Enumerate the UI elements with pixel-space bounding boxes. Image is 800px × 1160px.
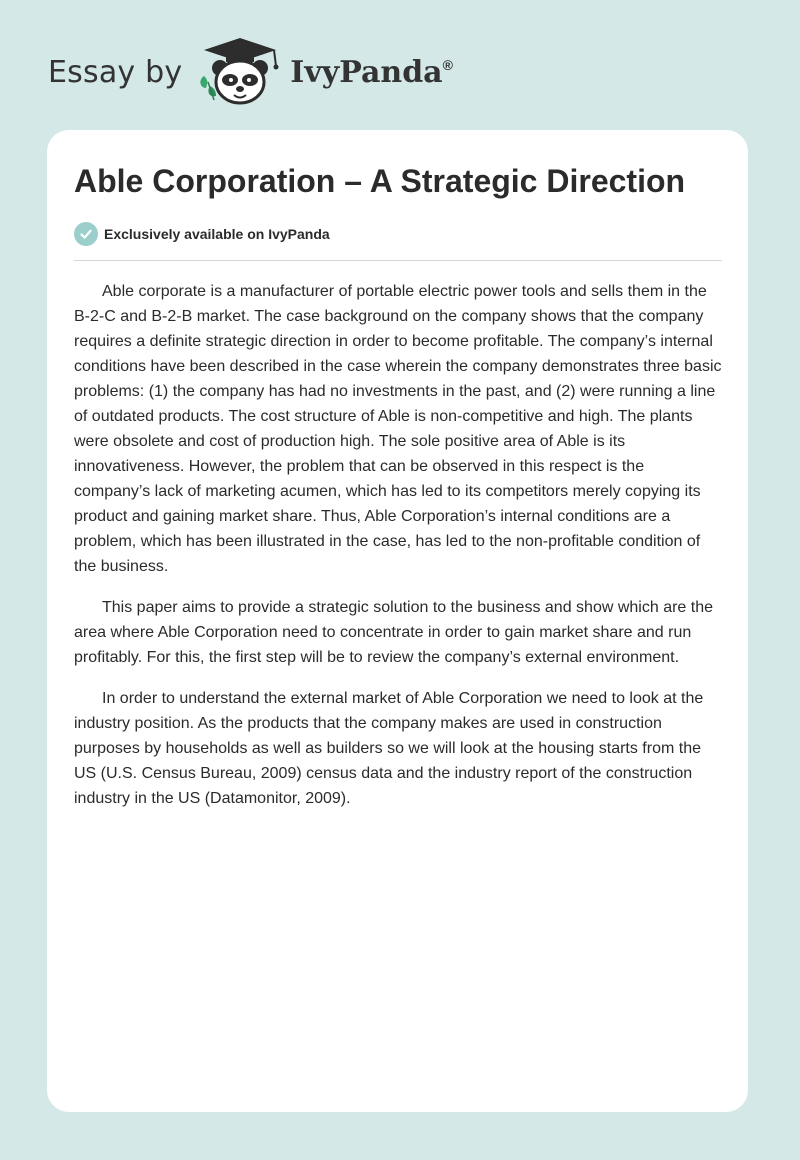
panda-logo-icon[interactable] [196, 36, 284, 108]
brand-name[interactable] [290, 55, 453, 90]
essay-by-label: Essay by [48, 54, 183, 90]
title-divider [74, 260, 722, 261]
check-icon [74, 222, 98, 246]
exclusive-badge-label: Exclusively available on IvyPanda [104, 226, 330, 242]
exclusive-badge [74, 222, 330, 246]
essay-title: Able Corporation – A Strategic Direction [74, 163, 686, 199]
site-header [48, 32, 453, 112]
essay-body [74, 279, 724, 827]
paragraph: In order to understand the external market of Able Corporation we need to look at the industry position. As the products that the company makes are used in construction purposes by households as well as builders so we will look at the housing starts from the US (U.S. Census Bureau, 2009) census data and the industry report of the construction industry in the US (Datamonitor, 2009). [74, 690, 704, 807]
essay-card [47, 130, 748, 1112]
registered-mark: ® [442, 56, 453, 73]
paragraph: This paper aims to provide a strategic solution to the business and show which are the area where Able Corporation need to concentrate in order to gain market share and run profitably. For this, the first step will be to review the company’s external environment. [74, 599, 713, 666]
brand-text: IvyPanda [290, 54, 443, 90]
paragraph: Able corporate is a manufacturer of portable electric power tools and sells them in the B-2-C and B-2-B market. The case background on the company shows that the company requires a definite strategic direction in order to become profitable. The company’s internal conditions have been described in the case wherein the company demonstrates three basic problems: (1) the company has had no investments in the past, and (2) were running a line of outdated products. The cost structure of Able is non-competitive and high. The plants were obsolete and cost of production high. The sole positive area of Able is its innovativeness. However, the problem that can be observed in this respect is the company’s lack of marketing acumen, which has led to its competitors merely copying its product and gaining market share. Thus, Able Corporation’s internal conditions are a problem, which has been illustrated in the case, has led to the non-profitable condition of the business. [74, 283, 722, 575]
